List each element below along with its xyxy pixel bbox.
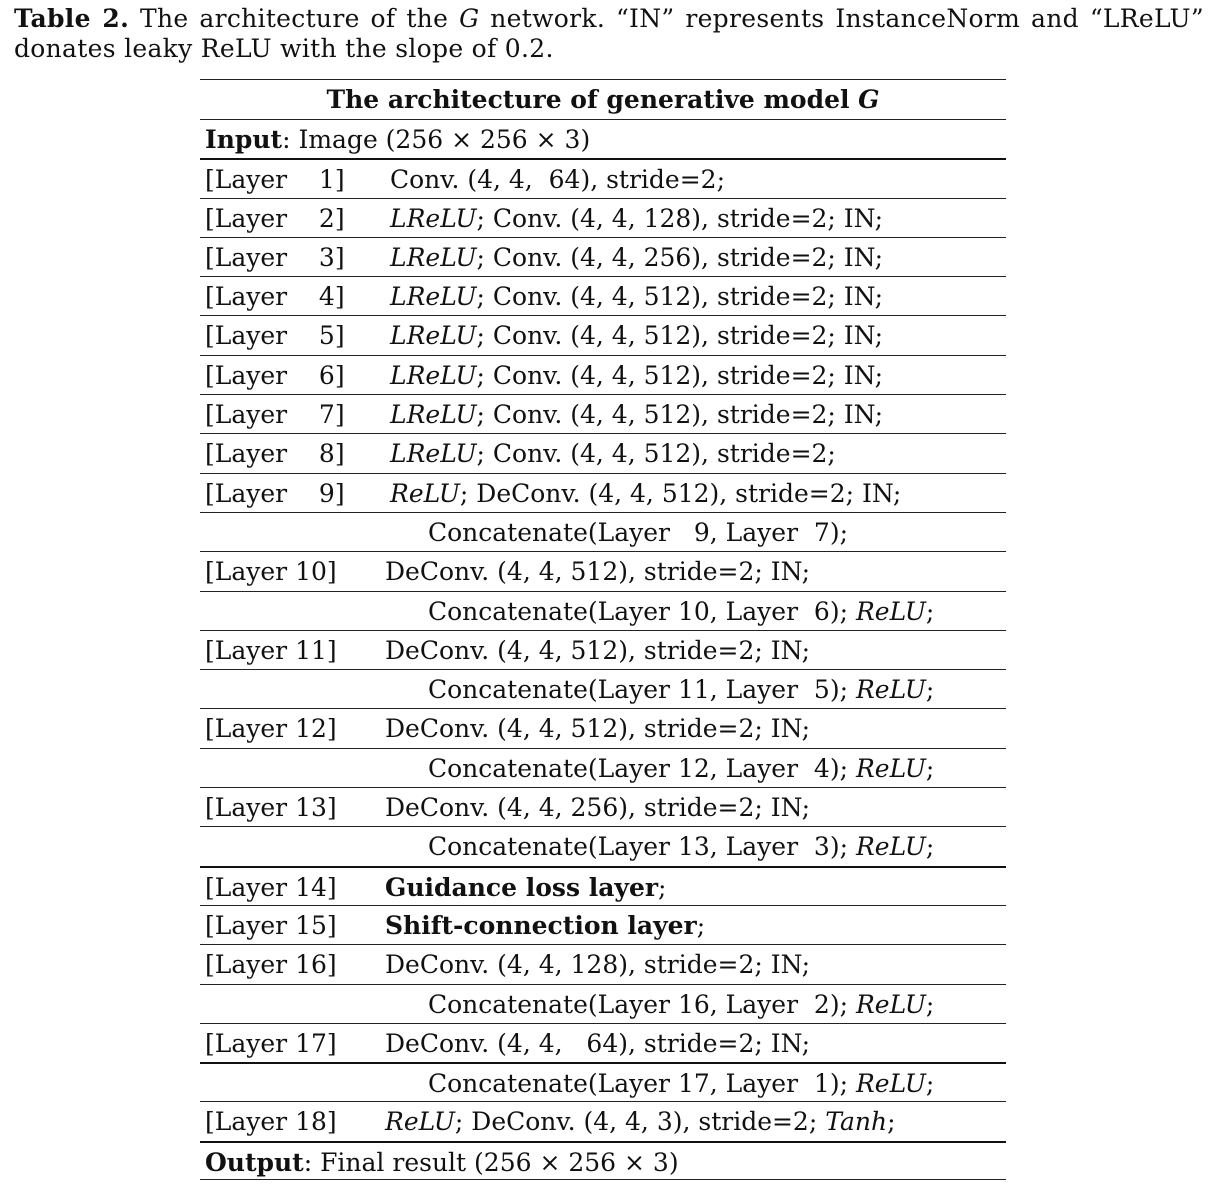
header-text: The architecture of generative model G	[326, 85, 880, 114]
layer-description: Shift-connection layer;	[385, 910, 706, 940]
layer-label: [Layer 13]	[205, 793, 337, 823]
layer-label: [Layer 8]	[205, 439, 345, 469]
table-row-continuation	[200, 1062, 1006, 1101]
layer-description: LReLU; Conv. (4, 4, 256), stride=2; IN;	[390, 242, 884, 272]
table-row	[200, 1101, 1006, 1140]
layer-label: [Layer 7]	[205, 400, 345, 430]
table-row	[200, 944, 1006, 983]
table-row	[200, 551, 1006, 590]
layer-description: LReLU; Conv. (4, 4, 128), stride=2; IN;	[390, 203, 884, 233]
layer-description: LReLU; Conv. (4, 4, 512), stride=2; IN;	[390, 360, 884, 390]
table-row	[200, 433, 1006, 472]
layer-description: ReLU; DeConv. (4, 4, 3), stride=2; Tanh;	[385, 1107, 896, 1137]
layer-label: [Layer 11]	[205, 635, 337, 665]
table-caption	[14, 4, 1204, 64]
layer-label: [Layer 16]	[205, 950, 337, 980]
layer-description: LReLU; Conv. (4, 4, 512), stride=2; IN;	[390, 282, 884, 312]
table-row	[200, 198, 1006, 237]
layer-description: Conv. (4, 4, 64), stride=2;	[390, 165, 725, 195]
table-row	[200, 905, 1006, 944]
layer-description: LReLU; Conv. (4, 4, 512), stride=2;	[390, 439, 836, 469]
layer-description: Concatenate(Layer 11, Layer 5); ReLU;	[428, 675, 935, 705]
table-row	[200, 315, 1006, 354]
layer-label: [Layer 4]	[205, 282, 345, 312]
table-row	[200, 394, 1006, 433]
table-header	[200, 79, 1006, 119]
caption-text-2: network. “IN” represents InstanceNorm and “LReLU” donates leaky ReLU with the slope of 0.2.	[14, 4, 1205, 63]
table-row	[200, 276, 1006, 315]
layer-label: [Layer 1]	[205, 165, 345, 195]
caption-label: Table 2.	[14, 4, 130, 33]
caption-text-1: The architecture of the	[129, 4, 460, 33]
layer-description: DeConv. (4, 4, 512), stride=2; IN;	[385, 635, 811, 665]
layer-label: [Layer 15]	[205, 910, 337, 940]
layer-label: [Layer 3]	[205, 242, 345, 272]
table-row	[200, 237, 1006, 276]
layer-description: Concatenate(Layer 9, Layer 7);	[428, 517, 848, 547]
table-row	[200, 355, 1006, 394]
layer-description: DeConv. (4, 4, 512), stride=2; IN;	[385, 557, 811, 587]
input-label: Input	[205, 125, 283, 154]
layer-description: DeConv. (4, 4, 256), stride=2; IN;	[385, 793, 811, 823]
layer-description: LReLU; Conv. (4, 4, 512), stride=2; IN;	[390, 321, 884, 351]
layer-label: [Layer 14]	[205, 872, 337, 902]
table-row-continuation	[200, 748, 1006, 787]
table-row	[200, 473, 1006, 512]
layer-label: [Layer 2]	[205, 203, 345, 233]
layer-label: [Layer 12]	[205, 714, 337, 744]
table-row-continuation	[200, 669, 1006, 708]
layer-description: Concatenate(Layer 16, Layer 2); ReLU;	[428, 989, 935, 1019]
table-row-continuation	[200, 826, 1006, 865]
table-row	[200, 1023, 1006, 1062]
input-row	[200, 119, 1006, 158]
table-row-continuation	[200, 984, 1006, 1023]
table-row	[200, 630, 1006, 669]
layer-description: DeConv. (4, 4, 128), stride=2; IN;	[385, 950, 811, 980]
layer-label: [Layer 18]	[205, 1107, 337, 1137]
layer-description: LReLU; Conv. (4, 4, 512), stride=2; IN;	[390, 400, 884, 430]
caption-g: G	[459, 4, 480, 33]
layer-description: Concatenate(Layer 10, Layer 6); ReLU;	[428, 596, 935, 626]
table-row	[200, 787, 1006, 826]
layer-label: [Layer 5]	[205, 321, 345, 351]
output-label: Output	[205, 1147, 304, 1177]
table-row	[200, 158, 1006, 197]
layer-label: [Layer 9]	[205, 478, 345, 508]
table-row	[200, 708, 1006, 747]
layer-description: Concatenate(Layer 17, Layer 1); ReLU;	[428, 1069, 935, 1099]
table-row	[200, 866, 1006, 905]
layer-label: [Layer 17]	[205, 1028, 337, 1058]
table-row-continuation	[200, 591, 1006, 630]
layer-description: ReLU; DeConv. (4, 4, 512), stride=2; IN;	[390, 478, 902, 508]
layer-description: Guidance loss layer;	[385, 872, 667, 902]
table-row-continuation	[200, 512, 1006, 551]
output-value: : Final result (256 × 256 × 3)	[303, 1147, 679, 1177]
layer-label: [Layer 6]	[205, 360, 345, 390]
layer-label: [Layer 10]	[205, 557, 337, 587]
architecture-table	[200, 79, 1006, 1180]
layer-description: Concatenate(Layer 12, Layer 4); ReLU;	[428, 753, 935, 783]
layer-description: Concatenate(Layer 13, Layer 3); ReLU;	[428, 832, 935, 862]
output-row	[200, 1141, 1006, 1180]
input-value: : Image (256 × 256 × 3)	[282, 125, 591, 154]
layer-rows	[200, 158, 1006, 1140]
layer-description: DeConv. (4, 4, 512), stride=2; IN;	[385, 714, 811, 744]
layer-description: DeConv. (4, 4, 64), stride=2; IN;	[385, 1028, 810, 1058]
